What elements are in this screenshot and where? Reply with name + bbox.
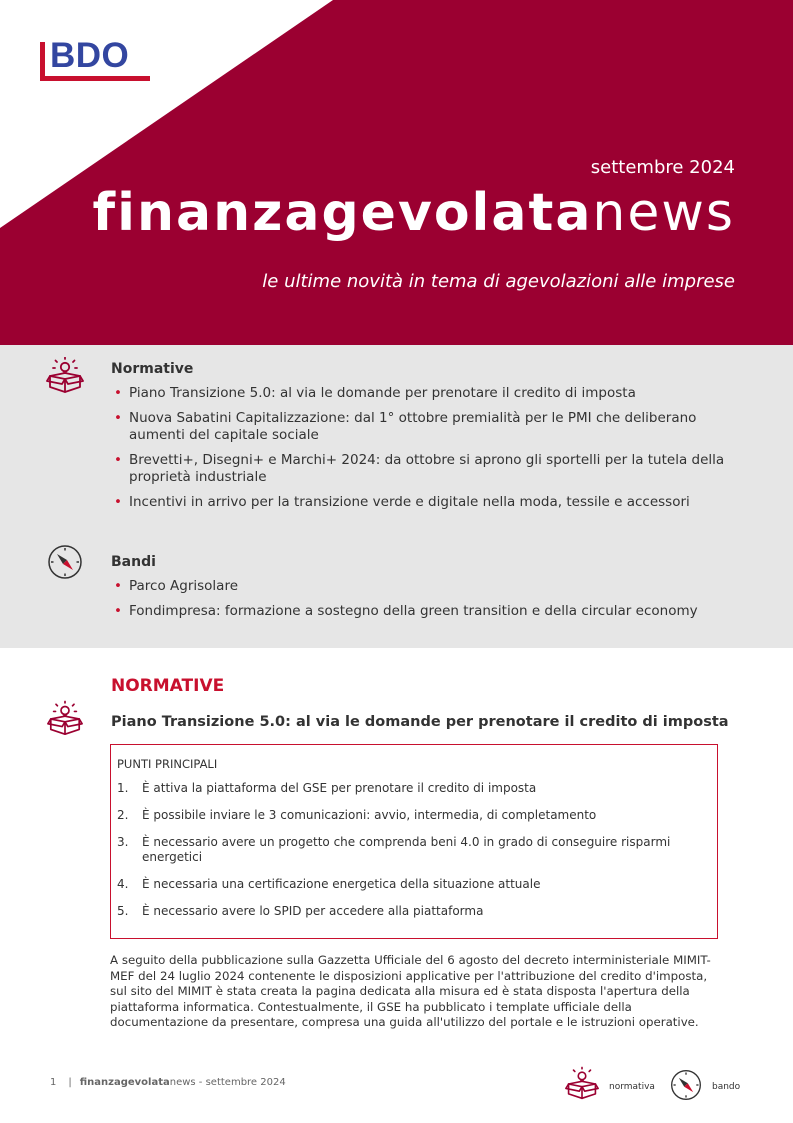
key-point-text: È possibile inviare le 3 comunicazioni: avvio, intermedia, di completamento: [142, 808, 597, 822]
legend-bando: bando: [712, 1082, 741, 1092]
key-point-text: È attiva la piattaforma del GSE per prenotare il credito di imposta: [142, 781, 537, 795]
article-body: A seguito della pubblicazione sulla Gazzetta Ufficiale del 6 agosto del decreto interministeriale MIMIT-MEF del 24 luglio 2024 contenente le disposizioni applicative per l'attribuzione del credito d'imposta, sul sito del MIMIT è stata creata la pagina dedicata alla misura ed è stata disposta l'apertura della piattaforma informatica. Contestualmente, il GSE ha pubblicato i template ufficiale della documentazione da presentare, compresa una guida all'utilizzo del portale e le istruzioni operative.: [110, 953, 711, 1030]
summary-normative-list: [111, 385, 751, 511]
key-point: [117, 808, 711, 823]
footer-brand-bold: finanzagevolata: [79, 1077, 170, 1088]
summary-bandi-list: [111, 578, 751, 620]
logo-text: BDO: [50, 36, 130, 75]
key-point: [117, 877, 711, 892]
masthead-bold: finanzagevolata: [92, 183, 593, 243]
issue-date: settembre 2024: [590, 157, 735, 178]
summary-normative-item[interactable]: • Nuova Sabatini Capitalizzazione: dal 1° ottobre premialità per le PMI che deliberano aumenti del capitale sociale: [111, 410, 751, 444]
key-point-number: 1.: [117, 781, 129, 795]
compass-icon: [669, 1068, 703, 1102]
summary-panel: [0, 345, 793, 648]
section-heading-normative: NORMATIVE: [111, 676, 225, 696]
key-point: [117, 781, 711, 796]
lightbulb-box-icon: [565, 1065, 599, 1103]
summary-bandi: [111, 554, 751, 628]
summary-normative-item[interactable]: • Brevetti+, Disegni+ e Marchi+ 2024: da ottobre si aprono gli sportelli per la tutela della proprietà industriale: [111, 452, 751, 486]
key-point: [117, 835, 711, 865]
key-point-text: È necessario avere lo SPID per accedere alla piattaforma: [142, 904, 484, 918]
lightbulb-box-icon: [47, 700, 83, 738]
header-banner: [0, 0, 793, 345]
key-point-text: È necessario avere un progetto che comprenda beni 4.0 in grado di conseguire risparmi energetici: [142, 835, 671, 864]
lightbulb-box-icon: [46, 357, 84, 395]
summary-normative: [111, 361, 751, 519]
key-points-list: [117, 781, 711, 919]
key-points-title: PUNTI PRINCIPALI: [117, 757, 218, 771]
logo-left-bar: [40, 42, 45, 80]
legend-normativa: normativa: [609, 1082, 655, 1092]
page-number: 1: [50, 1077, 57, 1088]
summary-bandi-item[interactable]: • Parco Agrisolare: [111, 578, 751, 595]
compass-icon: [46, 543, 84, 581]
footer-brand-rest: news - settembre 2024: [169, 1077, 286, 1088]
key-point-number: 5.: [117, 904, 129, 918]
article-title: Piano Transizione 5.0: al via le domande per prenotare il credito di imposta: [111, 714, 729, 730]
key-point-text: È necessaria una certificazione energetica della situazione attuale: [142, 877, 541, 891]
summary-bandi-item[interactable]: • Fondimpresa: formazione a sostegno della green transition e della circular economy: [111, 603, 751, 620]
bdo-logo[interactable]: [40, 36, 152, 84]
summary-normative-item[interactable]: • Piano Transizione 5.0: al via le domande per prenotare il credito di imposta: [111, 385, 751, 402]
summary-normative-title: Normative: [111, 361, 194, 377]
key-point: [117, 904, 711, 919]
key-point-number: 3.: [117, 835, 129, 849]
key-point-number: 4.: [117, 877, 129, 891]
tagline: le ultime novità in tema di agevolazioni alle imprese: [262, 271, 735, 292]
summary-normative-item[interactable]: • Incentivi in arrivo per la transizione verde e digitale nella moda, tessile e accessori: [111, 494, 751, 511]
key-point-number: 2.: [117, 808, 129, 822]
masthead-title: [93, 183, 735, 243]
footer-separator: |: [68, 1077, 72, 1088]
footer: [50, 1077, 286, 1088]
logo-bottom-bar: [40, 76, 150, 81]
summary-bandi-title: Bandi: [111, 554, 156, 570]
masthead-light: news: [592, 183, 735, 243]
key-points-box: [110, 744, 718, 939]
